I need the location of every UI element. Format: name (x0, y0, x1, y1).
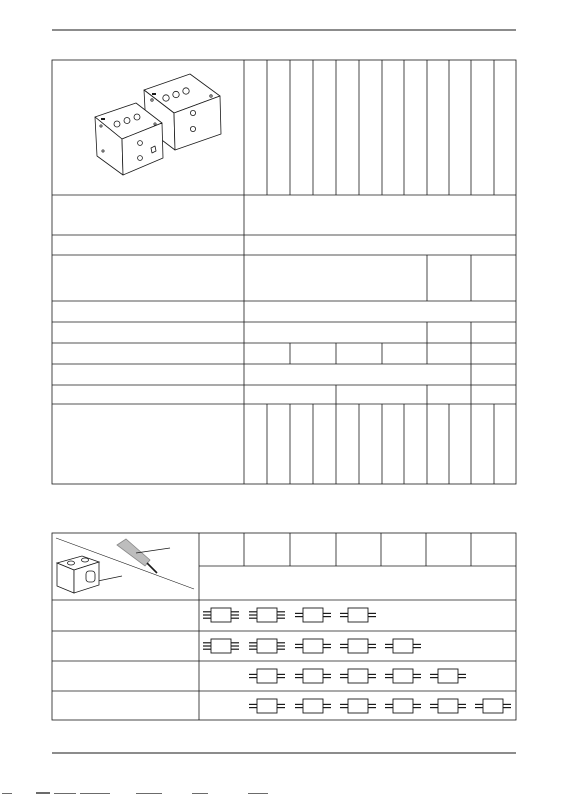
terminal-glyph (295, 608, 331, 622)
terminal-glyph (295, 699, 331, 713)
terminal-glyph (430, 669, 466, 683)
terminal-glyph (385, 669, 421, 683)
terminal-glyph (203, 608, 239, 622)
scan-artifact-strip (2, 786, 302, 794)
terminal-table (52, 533, 516, 720)
terminal-glyph (249, 608, 285, 622)
terminal-glyph (249, 639, 285, 653)
terminal-glyph (295, 639, 331, 653)
terminal-diagrams (203, 608, 511, 713)
terminal-glyph (203, 639, 239, 653)
terminal-block-with-wire-icon (56, 538, 194, 593)
header-column-dividers (267, 60, 494, 195)
terminal-glyph (249, 669, 285, 683)
junction-boxes-icon (95, 74, 221, 175)
terminal-glyph (340, 699, 376, 713)
footer-column-dividers (267, 404, 494, 484)
terminal-glyph (385, 639, 421, 653)
terminal-glyph (430, 699, 466, 713)
terminal-glyph (340, 608, 376, 622)
terminal-glyph (340, 639, 376, 653)
terminal-glyph (340, 669, 376, 683)
terminal-glyph (475, 699, 511, 713)
terminal-glyph (385, 699, 421, 713)
terminal-glyph (295, 669, 331, 683)
terminal-glyph (249, 699, 285, 713)
